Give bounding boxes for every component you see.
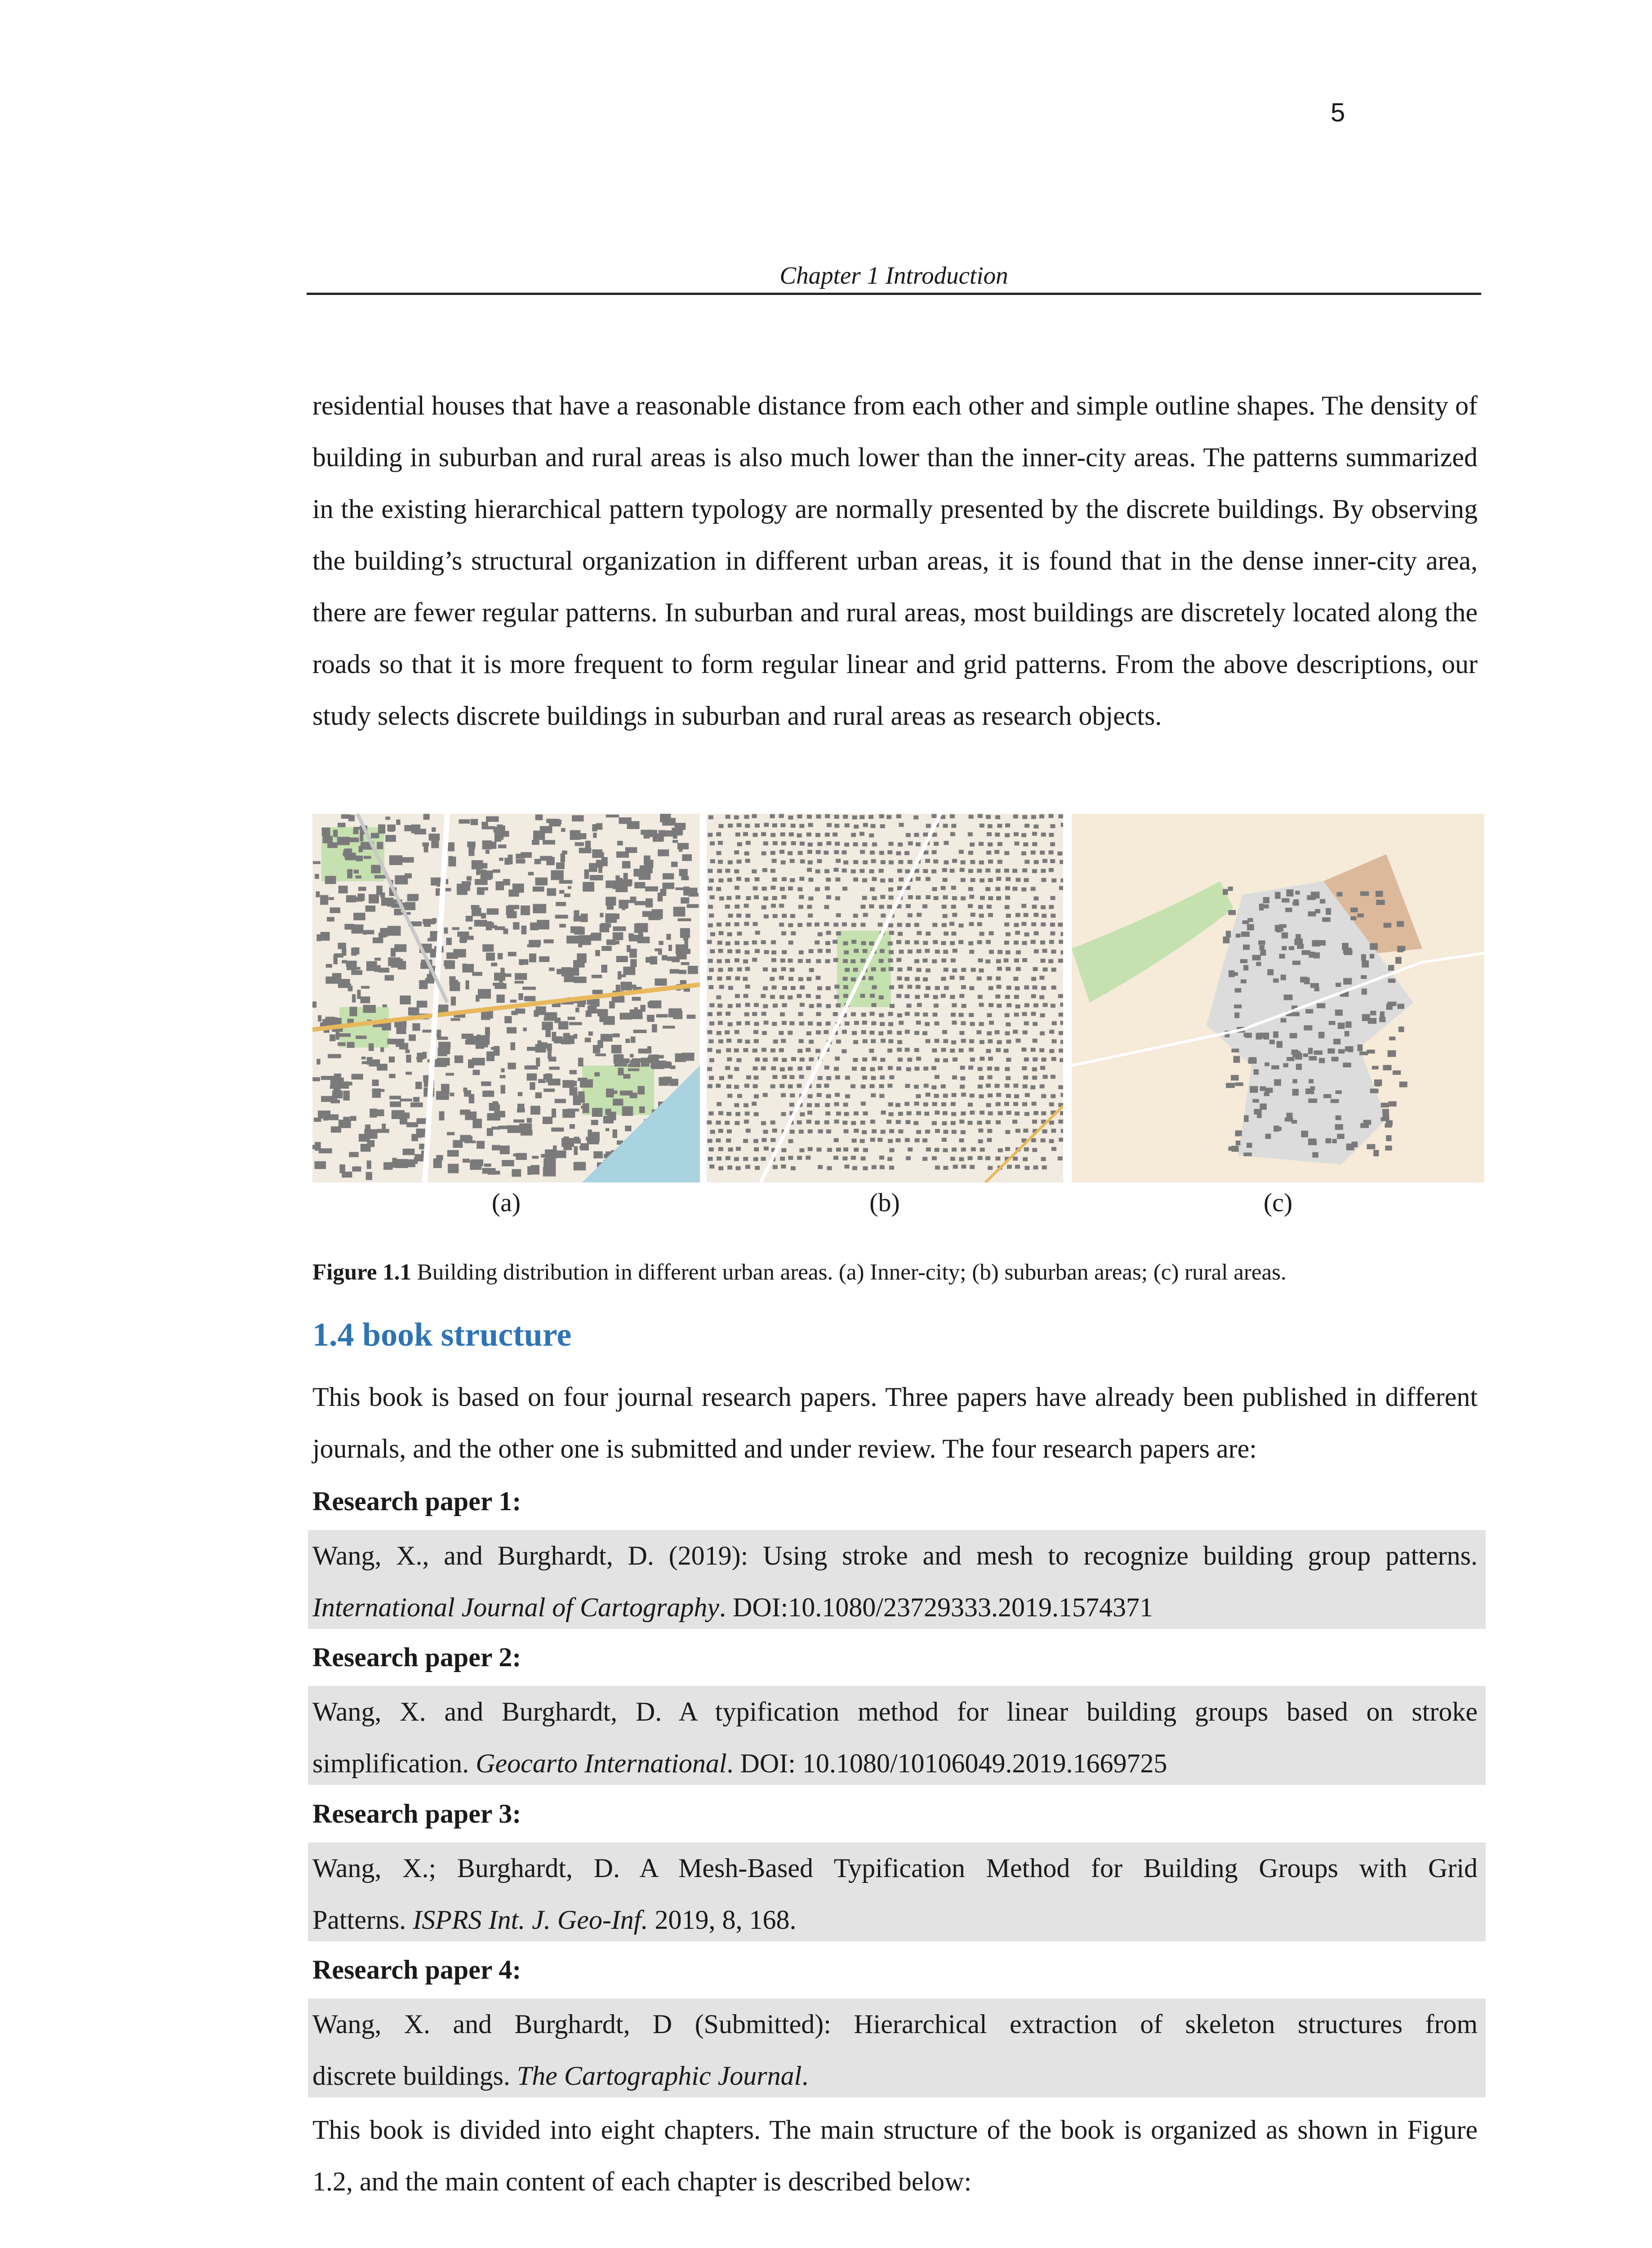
figure-caption-text: Building distribution in different urban areas. (a) Inner-city; (b) suburban areas; (c) rural areas.	[411, 1260, 1287, 1285]
research-paper-3-label: Research paper 3:	[312, 1799, 521, 1829]
section-intro: This book is based on four journal research papers. Three papers have already been published in different journals, and the other one is submitted and under review. The four research papers are:	[312, 1382, 1478, 1463]
rural-map-image	[1072, 814, 1484, 1182]
research-paper-2-label: Research paper 2:	[312, 1642, 521, 1672]
citation-3-tail: 2019, 8, 168.	[648, 1905, 797, 1935]
panel-label-b: (b)	[869, 1188, 900, 1217]
header-rule	[307, 293, 1481, 295]
citation-2-tail: . DOI: 10.1080/10106049.2019.1669725	[726, 1748, 1167, 1778]
figure-caption-label: Figure 1.1	[312, 1260, 412, 1285]
citation-3-lead: Patterns.	[312, 1905, 413, 1935]
intro-paragraph: residential houses that have a reasonable distance from each other and simple outline shapes. The density of building in suburban and rural areas is also much lower than the inner-city areas. The patterns summarized in the existing hierarchical pattern typology are normally presented by the discrete buildings. By observing the building’s structural organization in different urban areas, it is found that in the dense inner-city area, there are fewer regular patterns. In suburban and rural areas, most buildings are discretely located along the roads so that it is more frequent to form regular linear and grid patterns. From the above descriptions, our study selects discrete buildings in suburban and rural areas as research objects.	[312, 391, 1478, 731]
citation-3-line1: Wang, X.; Burghardt, D. A Mesh-Based Typification Method for Building Groups with Grid	[312, 1853, 1478, 1883]
inner-city-map-image	[312, 814, 700, 1182]
panel-label-c: (c)	[1263, 1188, 1293, 1217]
citation-1-journal: International Journal of Cartography	[312, 1592, 719, 1622]
section-heading: 1.4 book structure	[312, 1316, 572, 1353]
citation-4-tail: .	[802, 2061, 809, 2091]
citation-4-journal: The Cartographic Journal	[517, 2061, 802, 2091]
citation-3-journal: ISPRS Int. J. Geo-Inf.	[413, 1905, 648, 1935]
research-paper-3-citation	[308, 1842, 1486, 1941]
citation-1-tail: . DOI:10.1080/23729333.2019.1574371	[719, 1592, 1153, 1622]
figure-caption	[312, 1259, 1481, 1286]
research-paper-1-label: Research paper 1:	[312, 1486, 521, 1516]
page-number: 5	[1331, 98, 1345, 127]
citation-4-lead: discrete buildings.	[312, 2061, 517, 2091]
research-paper-2-citation	[308, 1686, 1486, 1785]
research-paper-1-citation	[308, 1530, 1486, 1629]
suburban-map-image	[707, 814, 1063, 1182]
research-paper-4-citation	[308, 1998, 1486, 2097]
citation-2-line1: Wang, X. and Burghardt, D. A typification method for linear building groups based on stroke	[312, 1697, 1478, 1726]
citation-1-line1: Wang, X., and Burghardt, D. (2019): Using stroke and mesh to recognize building group patterns.	[312, 1541, 1478, 1570]
citation-2-journal: Geocarto International	[476, 1748, 727, 1778]
running-header: Chapter 1 Introduction	[779, 262, 1008, 289]
panel-label-a: (a)	[491, 1188, 521, 1217]
research-paper-4-label: Research paper 4:	[312, 1955, 521, 1985]
citation-4-line1: Wang, X. and Burghardt, D (Submitted): Hierarchical extraction of skeleton structures from	[312, 2009, 1478, 2039]
closing-paragraph: This book is divided into eight chapters. The main structure of the book is organized as shown in Figure 1.2, and the main content of each chapter is described below:	[312, 2115, 1478, 2196]
citation-2-lead: simplification.	[312, 1748, 476, 1778]
